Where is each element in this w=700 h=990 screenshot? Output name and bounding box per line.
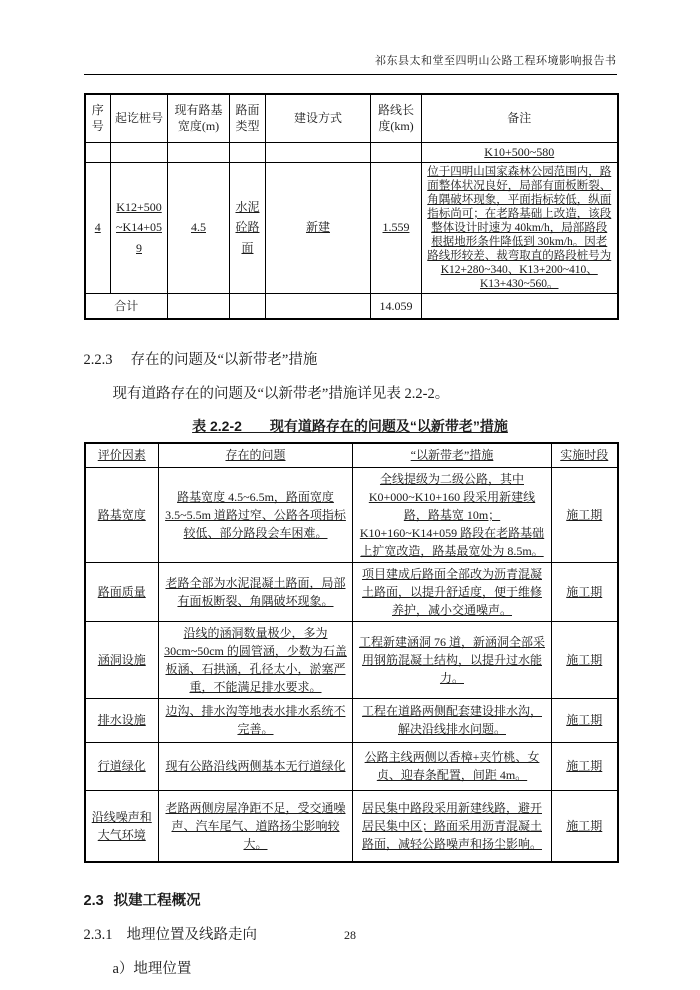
col-header-problem: 存在的问题 <box>159 443 353 467</box>
factor-cell: 排水设施 <box>85 698 159 742</box>
problem-cell: 边沟、排水沟等地表水排水系统不完善。 <box>159 698 353 742</box>
page-number: 28 <box>344 928 356 942</box>
empty-cell <box>371 142 422 162</box>
running-header <box>84 0 617 75</box>
table-row-pavement-quality <box>85 562 618 621</box>
total-label-cell: 合计 <box>85 293 168 319</box>
table-row-4 <box>85 162 618 293</box>
section-title: 拟建工程概况 <box>113 893 201 910</box>
col-header-note: 备注 <box>422 94 618 142</box>
col-header-length: 路线长度(km) <box>371 94 422 142</box>
page-content <box>84 0 617 978</box>
measure-cell: 工程在道路两侧配套建设排水沟，解决沿线排水问题。 <box>353 698 552 742</box>
empty-cell <box>266 142 371 162</box>
table-total-row <box>85 293 618 319</box>
section-heading-2-2-3 <box>84 348 617 369</box>
period-cell: 施工期 <box>552 698 618 742</box>
table-header-row <box>85 443 618 467</box>
table-row-noise-air <box>85 790 618 862</box>
report-header-title: 祁东县太和堂至四明山公路工程环境影响报告书 <box>375 55 617 67</box>
col-header-factor: 评价因素 <box>85 443 159 467</box>
length-cell: 1.559 <box>371 162 422 293</box>
col-header-stake: 起讫桩号 <box>111 94 168 142</box>
factor-cell: 路面质量 <box>85 562 159 621</box>
existing-road-sections-table <box>84 93 619 320</box>
factor-cell: 行道绿化 <box>85 742 159 790</box>
empty-cell <box>168 142 230 162</box>
period-cell: 施工期 <box>552 467 618 562</box>
body-paragraph: 现有道路存在的问题及“以新带老”措施详见表 2.2-2。 <box>112 386 450 403</box>
problem-cell: 现有公路沿线两侧基本无行道绿化 <box>159 742 353 790</box>
empty-cell <box>422 293 618 319</box>
pavement-cell: 水泥砼路面 <box>230 162 266 293</box>
period-cell: 施工期 <box>552 621 618 698</box>
measure-cell: 全线提级为二级公路，其中 K0+000~K10+160 段采用新建线路，路基宽 10m；K10+160~K14+059 路段在老路基础上扩宽改造，路基最宽处为 8.5m。 <box>353 467 552 562</box>
section-number: 2.3.1 <box>83 927 113 944</box>
measure-cell: 工程新建涵洞 76 道，新涵洞全部采用钢筋混凝土结构，以提升过水能力。 <box>353 621 552 698</box>
issues-and-measures-table <box>84 442 619 863</box>
col-header-construction: 建设方式 <box>266 94 371 142</box>
factor-cell: 涵洞设施 <box>85 621 159 698</box>
col-header-pavement: 路面类型 <box>230 94 266 142</box>
stake-cell: K12+500~K14+059 <box>111 162 168 293</box>
col-header-measure: “以新带老”措施 <box>353 443 552 467</box>
period-cell: 施工期 <box>552 742 618 790</box>
problem-cell: 老路两侧房屋净距不足，受交通噪声、汽车尾气、道路扬尘影响较大。 <box>159 790 353 862</box>
width-cell: 4.5 <box>168 162 230 293</box>
section-number: 2.2.3 <box>83 352 113 369</box>
factor-cell: 路基宽度 <box>85 467 159 562</box>
measure-cell: 公路主线两侧以香樟+夹竹桃、女贞、迎春条配置，间距 4m。 <box>353 742 552 790</box>
section-number: 2.3 <box>83 893 104 910</box>
problem-cell: 沿线的涵洞数量极少，多为 30cm~50cm 的圆管涵，少数为石盖板涵、石拱涵，孔径太小，淤塞严重，不能满足排水要求。 <box>159 621 353 698</box>
empty-cell <box>85 142 111 162</box>
empty-cell <box>168 293 230 319</box>
seq-cell: 4 <box>85 162 111 293</box>
table-2-2-2-caption: 表 2.2-2 现有道路存在的问题及“以新带老”措施 <box>192 418 508 435</box>
note-cell: 位于四明山国家森林公园范围内，路面整体状况良好，局部有面板断裂、角隅破坏现象，平面指标较低，纵面指标尚可；在老路基础上改造，该段整体设计时速为 40km/h，局部路段根据地形条件降低到 30km/h。因老路线形较差、裁弯取直的路段桩号为 K12+280~340、K13+200~410、K13+430~560。 <box>422 162 618 293</box>
period-cell: 施工期 <box>552 562 618 621</box>
empty-cell <box>230 293 266 319</box>
table-row-culverts <box>85 621 618 698</box>
empty-cell <box>266 293 371 319</box>
table-row-roadbed-width <box>85 467 618 562</box>
measure-cell: 居民集中路段采用新建线路，避开居民集中区；路面采用沥青混凝土路面，减轻公路噪声和扬尘影响。 <box>353 790 552 862</box>
construction-cell: 新建 <box>266 162 371 293</box>
col-header-seq: 序号 <box>85 94 111 142</box>
factor-cell: 沿线噪声和大气环境 <box>85 790 159 862</box>
table-header-row <box>85 94 618 142</box>
measure-cell: 项目建成后路面全部改为沥青混凝土路面，以提升舒适度，便于维修养护，减小交通噪声。 <box>353 562 552 621</box>
section-heading-2-3 <box>84 889 617 910</box>
list-item-a: a）地理位置 <box>112 961 192 978</box>
table-row-greening <box>85 742 618 790</box>
section-title: 存在的问题及“以新带老”措施 <box>130 352 318 369</box>
total-length-cell: 14.059 <box>371 293 422 319</box>
col-header-period: 实施时段 <box>552 443 618 467</box>
empty-cell <box>111 142 168 162</box>
empty-cell <box>230 142 266 162</box>
table-row-carryover <box>85 142 618 162</box>
carryover-note-cell: K10+500~580 <box>422 142 618 162</box>
problem-cell: 老路全部为水泥混凝土路面，局部有面板断裂、角隅破坏现象。 <box>159 562 353 621</box>
problem-cell: 路基宽度 4.5~6.5m，路面宽度 3.5~5.5m 道路过窄、公路各项指标较低、部分路段会车困难。 <box>159 467 353 562</box>
table-row-drainage <box>85 698 618 742</box>
period-cell: 施工期 <box>552 790 618 862</box>
col-header-width: 现有路基宽度(m) <box>168 94 230 142</box>
section-title: 地理位置及线路走向 <box>126 927 257 944</box>
